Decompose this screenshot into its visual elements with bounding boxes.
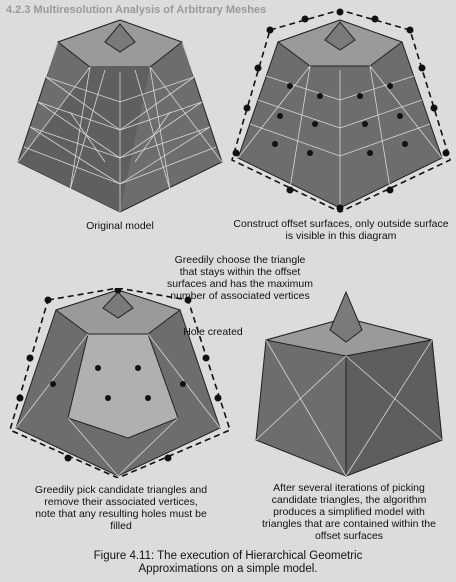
simplified-model-diagram bbox=[246, 290, 452, 480]
greedy-choose-line4: number of associated vertices bbox=[170, 290, 310, 302]
figure-caption-line1: Figure 4.11: The execution of Hierarchical Geometric bbox=[93, 550, 363, 562]
pick-caption-line1: Greedily pick candidate triangles and bbox=[34, 484, 208, 496]
greedy-pick-diagram bbox=[8, 288, 233, 478]
after-caption-line5: offset surfaces bbox=[314, 530, 384, 542]
after-caption-line4: triangles that are contained within the bbox=[262, 518, 436, 530]
original-model-diagram bbox=[10, 12, 230, 217]
greedy-choose-line1: Greedily choose the triangle bbox=[174, 254, 306, 266]
pick-caption-line4: filled bbox=[110, 520, 132, 532]
after-caption-line2: candidate triangles, the algorithm bbox=[271, 494, 427, 506]
original-model-caption: Original model bbox=[86, 220, 154, 232]
offset-caption-line1: Construct offset surfaces, only outside surface bbox=[233, 218, 449, 230]
greedy-choose-line3: surfaces and has the maximum bbox=[167, 278, 313, 290]
offset-surfaces-diagram bbox=[230, 8, 452, 213]
greedy-pick-caption bbox=[6, 484, 236, 532]
hole-created-callout: Hole created bbox=[183, 326, 243, 338]
offset-surfaces-caption bbox=[228, 218, 454, 242]
greedy-choose-line2: that stays within the offset bbox=[179, 266, 301, 278]
section-heading: 4.2.3 Multiresolution Analysis of Arbitrary Meshes bbox=[6, 4, 267, 16]
figure-caption-line2: Approximations on a simple model. bbox=[138, 563, 318, 575]
pick-caption-line2: remove their associated vertices, bbox=[44, 496, 198, 508]
offset-caption-line2: is visible in this diagram bbox=[285, 230, 397, 242]
pick-caption-line3: note that any resulting holes must be bbox=[35, 508, 207, 520]
simplified-model-caption bbox=[244, 482, 454, 542]
after-caption-line3: produces a simplified model with bbox=[273, 506, 425, 518]
after-caption-line1: After several iterations of picking bbox=[273, 482, 425, 494]
figure-caption bbox=[60, 550, 396, 576]
